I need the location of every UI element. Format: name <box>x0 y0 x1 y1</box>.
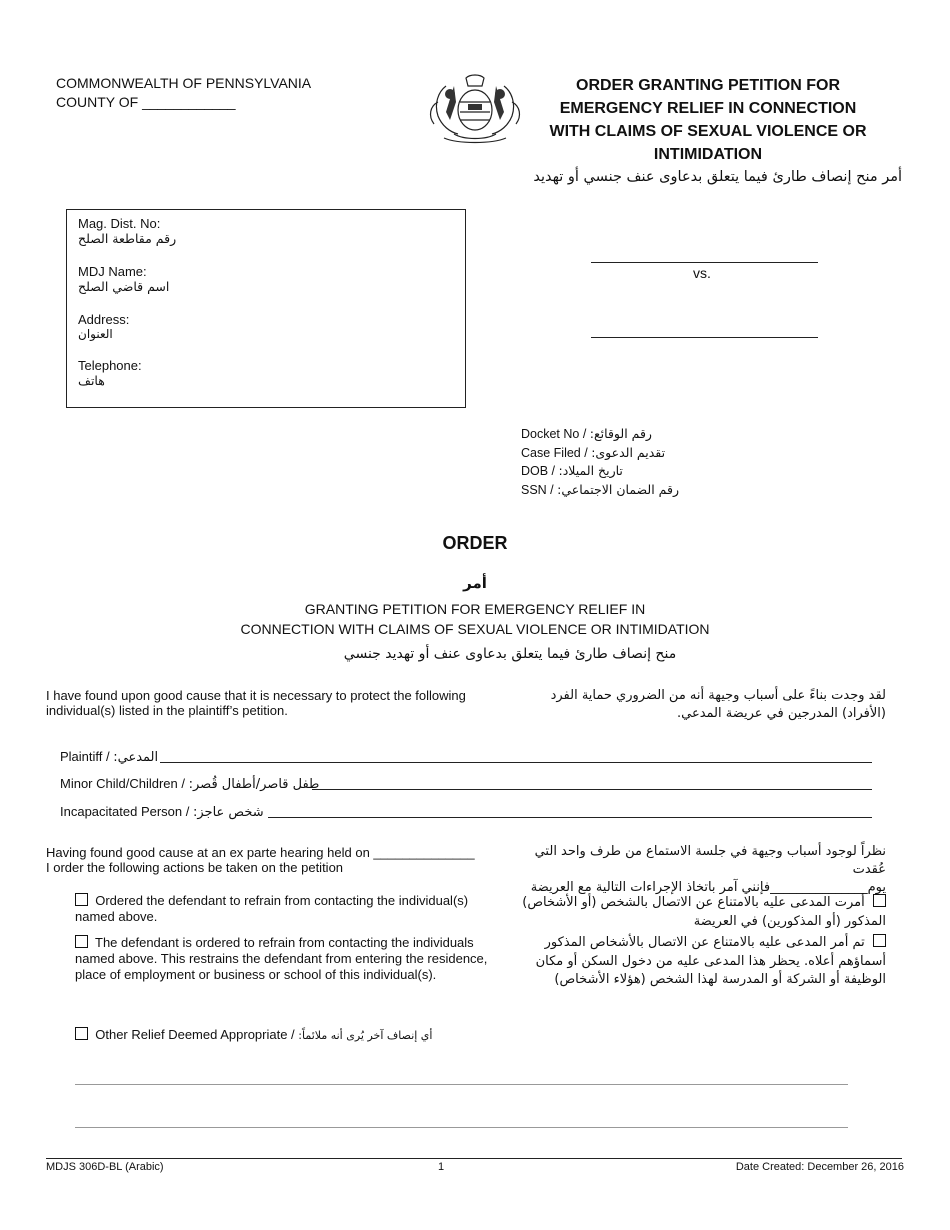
order-subtitle-1: GRANTING PETITION FOR EMERGENCY RELIEF IN <box>304 601 646 617</box>
action-1-arabic: أمرت المدعى عليه بالامتناع عن الاتصال بالشخص (أو الأشخاص) المذكور (أو المذكورين) في العريضة <box>522 895 886 929</box>
order-subtitle-2: CONNECTION WITH CLAIMS OF SEXUAL VIOLENCE OR INTIMIDATION <box>240 621 710 637</box>
telephone-label: Telephone: <box>78 358 142 373</box>
finding-text-arabic: لقد وجدت بناءً على أسباب وجيهة أنه من الضروري حماية الفرد (الأفراد) المدرجين في عريضة المدعي. <box>550 688 886 721</box>
other-relief-label-arabic: أي إنصاف آخر يُرى أنه ملائماً: <box>298 1029 433 1042</box>
mdj-name-label: MDJ Name: <box>78 264 147 279</box>
other-relief-label: Other Relief Deemed Appropriate / <box>95 1027 295 1042</box>
case-info <box>521 425 679 499</box>
order-heading-arabic: أمر <box>463 574 487 592</box>
minor-children-line[interactable] <box>312 789 872 790</box>
form-number: MDJS 306D-BL (Arabic) <box>46 1161 164 1173</box>
finding-text: I have found upon good cause that it is necessary to protect the following individual(s) listed in the plaintiff’s petition. <box>46 688 466 718</box>
document-title-arabic: أمر منح إنصاف طارئ فيما يتعلق بدعاوى عنف جنسي أو تهديد <box>533 169 902 185</box>
court-info-box <box>66 209 466 408</box>
mag-dist-label-arabic: رقم مقاطعة الصلح <box>78 231 177 246</box>
plaintiff-field[interactable]: Plaintiff / المدعي: <box>60 749 159 765</box>
action-1-text: Ordered the defendant to refrain from contacting the individual(s) named above. <box>75 893 469 924</box>
other-relief-checkbox[interactable] <box>75 1027 88 1040</box>
docket-no-field[interactable]: Docket No / رقم الوقائع: <box>521 426 652 441</box>
page-number: 1 <box>438 1161 445 1173</box>
action-2 <box>75 935 490 983</box>
title-line-1: ORDER GRANTING PETITION FOR <box>576 77 840 94</box>
action-2-text: The defendant is ordered to refrain from contacting the individuals named above. This restrains the defendant from entering the residence, place of employment or business or school of this individual(s). <box>75 935 488 982</box>
other-relief-line-2[interactable] <box>75 1127 848 1128</box>
action-1-checkbox[interactable] <box>75 893 88 906</box>
minor-children-field[interactable]: Minor Child/Children / طفل قاصر/أطفال قُصر: <box>60 776 320 792</box>
versus-label: vs. <box>693 265 711 281</box>
action-2-checkbox-arabic[interactable] <box>873 934 886 947</box>
plaintiff-name-line[interactable] <box>591 262 818 263</box>
date-created: Date Created: December 26, 2016 <box>735 1161 904 1173</box>
action-1-checkbox-arabic[interactable] <box>873 894 886 907</box>
order-subtitle-arabic: منح إنصاف طارئ فيما يتعلق بدعاوى عنف أو تهديد جنسي <box>343 646 677 662</box>
hearing-text: Having found good cause at an ex parte hearing held on ______________ I order the following actions be taken on the petition <box>46 845 475 875</box>
other-relief-line-1[interactable] <box>75 1084 848 1085</box>
plaintiff-line[interactable] <box>160 762 872 763</box>
address-label-arabic: العنوان <box>78 327 113 341</box>
ssn-field[interactable]: SSN / رقم الضمان الاجتماعي: <box>521 481 679 497</box>
order-heading: ORDER <box>442 533 508 553</box>
hearing-text-arabic: نظراً لوجود أسباب وجيهة في جلسة الاستماع من طرف واحد التي عُقدت يوم_______________فإنني آمر باتخاذ الإجراءات التالية مع العريضة <box>530 844 886 895</box>
county-label: COUNTY OF ____________ <box>56 94 236 110</box>
title-line-3: WITH CLAIMS OF SEXUAL VIOLENCE OR <box>549 123 867 140</box>
telephone-label-arabic: هاتف <box>78 373 105 388</box>
footer-rule <box>46 1158 902 1159</box>
pennsylvania-seal <box>424 72 526 144</box>
mag-dist-label: Mag. Dist. No: <box>78 216 161 231</box>
defendant-name-line[interactable] <box>591 337 818 338</box>
action-2-checkbox[interactable] <box>75 935 88 948</box>
mdj-name-label-arabic: اسم قاضي الصلح <box>78 279 170 294</box>
document-title <box>528 74 888 166</box>
commonwealth-label: COMMONWEALTH OF PENNSYLVANIA <box>56 75 312 91</box>
address-label: Address: <box>78 312 130 327</box>
case-filed-field[interactable]: Case Filed / تقديم الدعوى: <box>521 444 666 460</box>
action-2-arabic: تم أمر المدعى عليه بالامتناع عن الاتصال بالأشخاص المذكور أسماؤهم أعلاه. يحظر هذا المدعى عليه من دخول السكن أو مكان الوظيفة أو الشركة أو المدرسة لهذا الشخص (هؤلاء الأشخاص) <box>535 935 886 987</box>
incapacitated-person-field[interactable]: Incapacitated Person / شخص عاجز: <box>60 804 264 820</box>
other-relief <box>75 1027 432 1042</box>
incapacitated-person-line[interactable] <box>268 817 872 818</box>
action-1 <box>75 893 490 925</box>
title-line-4: INTIMIDATION <box>653 146 763 163</box>
dob-field[interactable]: DOB / تاريخ الميلاد: <box>521 463 623 478</box>
title-line-2: EMERGENCY RELIEF IN CONNECTION <box>559 100 857 117</box>
